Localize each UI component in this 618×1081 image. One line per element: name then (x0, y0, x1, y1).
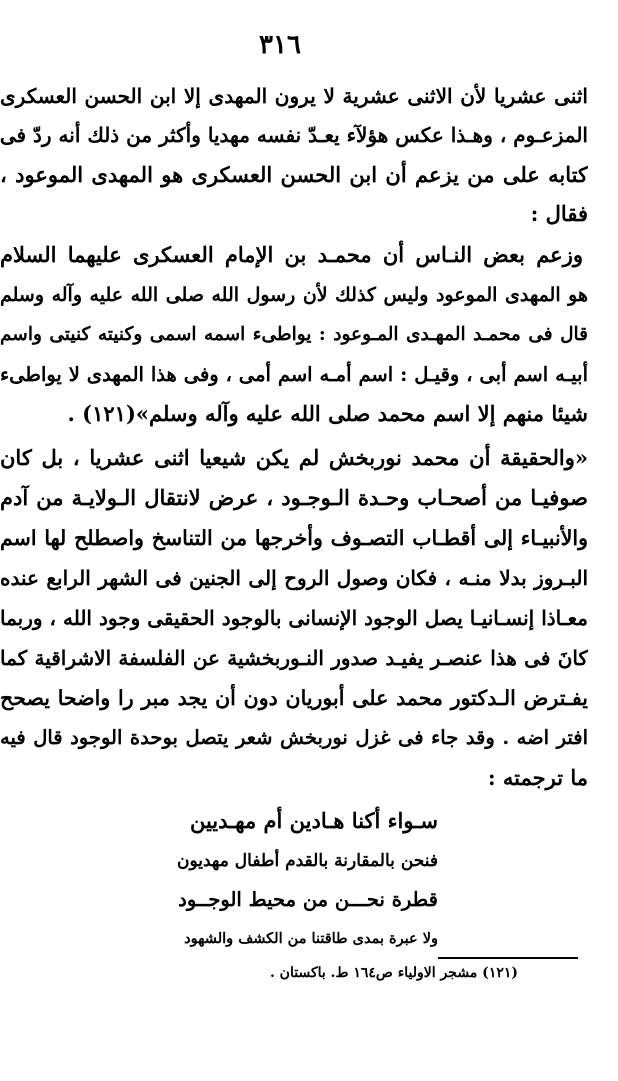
text-line-11: صوفيـا من أصحـاب وحـدة الـوجـود ، عرض لانتقال الـولايـة من آدم (0, 485, 588, 510)
text-line-5: وزعم بعض النـاس أن محمـد بن الإمام العسكرى عليهما السلام (0, 242, 583, 267)
poem-line-3: قطرة نحـــن من محيط الوجــود (178, 888, 438, 911)
text-line-1: اثنى عشريا لأن الاثنى عشرية لا يرون المهدى إلا ابن الحسن العسكرى (0, 84, 588, 108)
text-line-13: البـروز بدلا منـه ، فكان وصول الروح إلى الجنين فى الشهر الرابع عنده (0, 566, 588, 590)
text-line-2: المزعـوم ، وهـذا عكس هؤلآء يعـدّ نفسه مهديا وأكثر من ذلك أنه ردّ فى (0, 123, 588, 147)
text-line-7: قال فى محمـد المهـدى المـوعود : يواطىء اسمه اسمى وكنيته كنيتى واسم (0, 324, 588, 345)
poem-line-4: ولا عبرة بمدى طاقتنا من الكشف والشهود (184, 930, 438, 947)
text-line-9: شيئا منهم إلا اسم محمد صلى الله عليه وآله وسلم»(١٢١) . (67, 401, 588, 426)
text-line-17: افتر اضه . وقد جاء فى غزل نوربخش شعر يتصل بوحدة الوجود قال فيه (0, 726, 588, 749)
text-line-6: هو المهدى الموعود وليس كذلك لأن رسول الله صلى الله عليه وآله وسلم (0, 284, 588, 306)
poem-line-2: فنحن بالمقارنة بالقدم أطفال مهديون (177, 851, 438, 871)
footnote-divider (438, 957, 578, 959)
text-line-18: ما ترجمته : (487, 765, 588, 790)
text-line-3: كتابه على من يزعم أن ابن الحسن العسكرى هو المهدى الموعود ، (0, 162, 588, 187)
text-line-15: كانَ فى هذا عنصـر يفيـد صدور النـوربخشية عن الفلسفة الاشراقية كما (0, 646, 588, 670)
text-line-10: «والحقيقة أن محمد نوربخش لم يكن شيعيا اثنى عشريا ، بل كان (0, 445, 588, 470)
text-line-8: أبيـه اسم أبى ، وقيـل : اسم أمـه اسم أمى ، وفى هذا المهدى لا يواطىء (0, 363, 588, 386)
text-line-16: يفـترض الـدكتور محمد على أبوريان دون أن يجد مبر را واضحا يصحح (0, 686, 588, 710)
text-line-4: فقال : (530, 201, 588, 226)
text-line-14: معـاذا إنسـانيـا يصل الوجود الإنسانى بالوجود الحقيقى وجود الله ، وربما (0, 606, 588, 630)
text-line-12: والأنبيـاء إلى أقطـاب التصـوف وأخرجها من التناسخ واصطلح لها اسم (0, 526, 588, 550)
page-number: ٣١٦ (259, 30, 301, 60)
poem-line-1: سـواء أكنا هـادين أم مهـديين (189, 808, 438, 833)
footnote: (١٢١) مشجر الاولياء ص١٦٤ ط. باكستان . (269, 965, 518, 981)
